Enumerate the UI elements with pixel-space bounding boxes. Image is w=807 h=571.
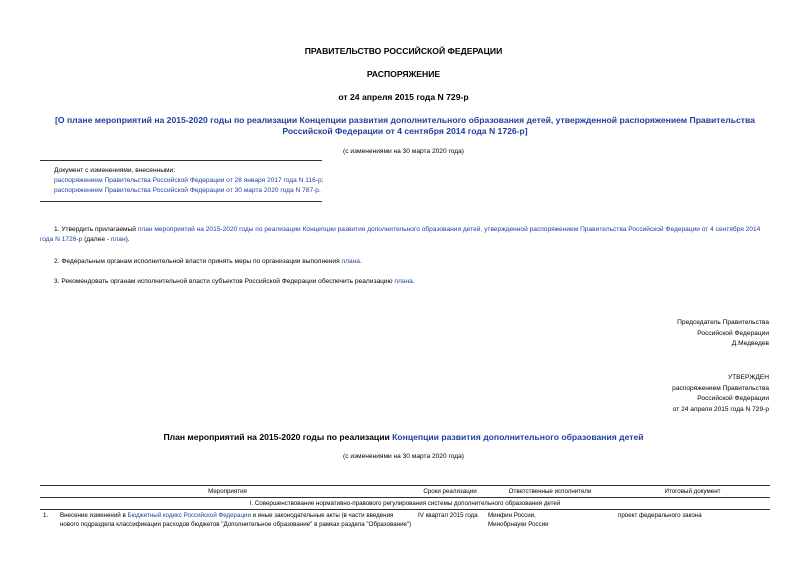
signature-block — [677, 318, 769, 350]
row-activity — [57, 510, 415, 531]
approval-date-number: от 24 апреля 2015 года N 729-р — [672, 405, 769, 413]
signature-position: Председатель Правительства — [677, 319, 769, 326]
doc-info-bottom-rule — [40, 201, 322, 202]
paragraph-1-suffix: ). — [125, 236, 130, 243]
paragraph-2 — [54, 257, 362, 267]
row-executors — [485, 510, 615, 531]
doc-info-block — [54, 166, 323, 196]
approval-heading: УТВЕРЖДЕН — [727, 374, 769, 381]
plan-title — [0, 432, 807, 442]
column-header-result: Итоговый документ — [615, 486, 770, 498]
paragraph-2-prefix: 2. Федеральным органам исполнительной власти принять меры по организации выполнения — [54, 258, 342, 265]
title-text[interactable]: О плане мероприятий на 2015-2020 годы по реализации Концепции развития дополнительного образования детей, утвержденной распоряжением Правительства Российской Федерации от 4 сентября 2014 года N 1726-р — [57, 115, 755, 136]
paragraph-1-mid: (далее - — [82, 236, 111, 243]
budget-code-link[interactable]: Бюджетный кодекс Российской Федерации — [127, 512, 251, 519]
section-title: I. Совершенствование нормативно-правового регулирования системы дополнительного образования детей — [40, 498, 770, 510]
doc-info-top-rule — [40, 160, 322, 161]
column-header-executors: Ответственные исполнители — [485, 486, 615, 498]
plan-title-prefix: План мероприятий на 2015-2020 годы по реализации — [163, 432, 393, 442]
paragraph-3-suffix: . — [412, 278, 415, 285]
document-title[interactable] — [40, 115, 770, 137]
doc-info-heading: Документ с изменениями, внесенными: — [54, 167, 176, 174]
paragraph-1-prefix: 1. Утвердить прилагаемый — [54, 226, 138, 233]
row-executor-1: Минфин России, — [488, 512, 536, 519]
paragraph-1 — [40, 225, 770, 245]
paragraph-1-plan-link[interactable]: план мероприятий на 2015-2020 годы по реализации Концепции развития дополнительного образования детей, утвержденной распоряжением Правительства Российской Федерации от 4 сентября 2014 года N 1726-р — [40, 226, 761, 243]
table-row — [40, 510, 770, 531]
table-section-row — [40, 498, 770, 510]
document-date-number: от 24 апреля 2015 года N 729-р — [338, 92, 469, 102]
column-header-period: Сроки реализации — [415, 486, 485, 498]
row-activity-suffix: и иные законодательные акты (в части введения нового подраздела классификации расходов бюджетов "Дополнительное образование" в рамках раздела "Образование") — [60, 512, 412, 528]
paragraph-3 — [54, 277, 415, 287]
approval-line-2: распоряжением Правительства — [672, 384, 769, 392]
signature-name: Д.Медведев — [731, 340, 769, 347]
doc-info-link-2020[interactable]: распоряжением Правительства Российской Федерации от 30 марта 2020 года N 787-р. — [54, 187, 321, 194]
row-period: IV квартал 2015 года — [418, 512, 478, 519]
plan-table — [40, 485, 770, 530]
paragraph-1-plan-short-link[interactable]: план — [110, 236, 126, 243]
doc-info-link-2017[interactable]: распоряжением Правительства Российской Федерации от 28 января 2017 года N 116-р; — [54, 177, 324, 184]
row-result: проект федерального закона — [618, 512, 702, 519]
document-type: РАСПОРЯЖЕНИЕ — [366, 69, 441, 79]
government-heading: ПРАВИТЕЛЬСТВО РОССИЙСКОЙ ФЕДЕРАЦИИ — [304, 46, 503, 56]
table-header-row — [40, 486, 770, 498]
signature-country: Российской Федерации — [697, 329, 769, 337]
row-executor-2: Минобрнауки России — [488, 521, 549, 528]
paragraph-3-plan-link[interactable]: плана — [394, 278, 413, 285]
row-activity-prefix: Внесение изменений в — [60, 512, 128, 519]
title-open-bracket: [ — [55, 115, 58, 125]
title-close-bracket: ] — [524, 126, 528, 136]
edition-note: (с изменениями на 30 марта 2020 года) — [343, 148, 464, 155]
paragraph-2-plan-link[interactable]: плана — [341, 258, 360, 265]
column-header-activities: Мероприятия — [40, 486, 415, 498]
approval-block — [672, 373, 769, 415]
paragraph-3-prefix: 3. Рекомендовать органам исполнительной власти субъектов Российской Федерации обеспечить реализацию — [54, 278, 395, 285]
plan-title-concept-link[interactable]: Концепции развития дополнительного образования детей — [392, 432, 644, 442]
row-number: 1. — [43, 512, 49, 519]
paragraph-2-suffix: . — [359, 258, 362, 265]
plan-edition-note: (с изменениями на 30 марта 2020 года) — [343, 453, 464, 460]
approval-line-3: Российской Федерации — [697, 395, 769, 402]
